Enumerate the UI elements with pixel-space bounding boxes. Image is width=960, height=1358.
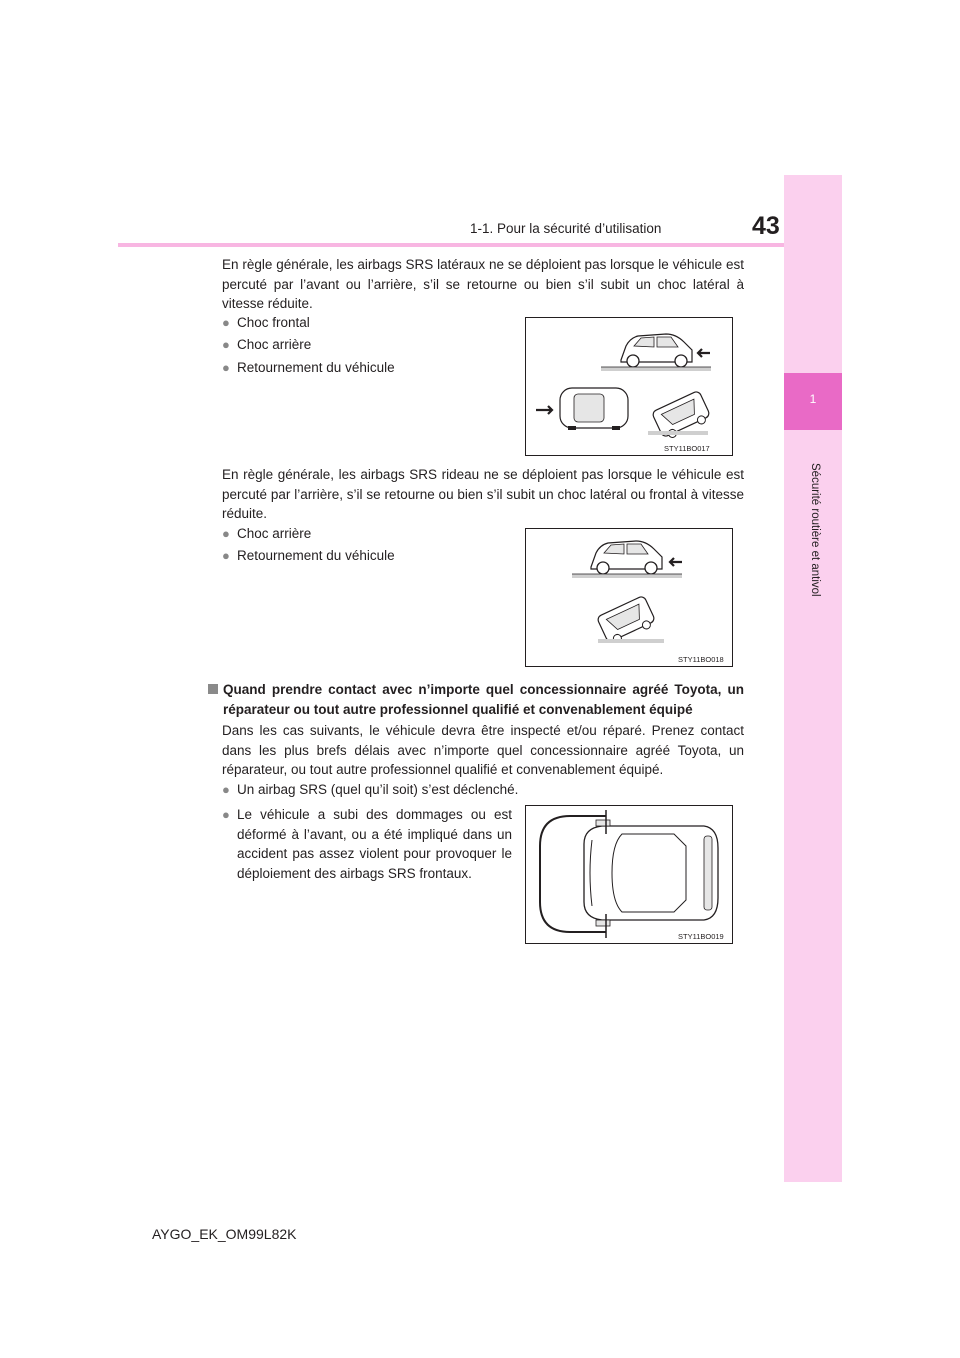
bullet-icon: ● xyxy=(222,360,230,375)
side-airbags-intro: En règle générale, les airbags SRS latéraux ne se déploient pas lorsque le véhicule est percuté par l’avant ou l’arrière, s’il se retourne ou bien s’il subit un choc latéral à vitesse réduite. xyxy=(222,257,744,311)
list-item: ● Choc arrière xyxy=(222,335,502,355)
figure-code: STY11BO017 xyxy=(664,444,710,453)
rollover-car-icon xyxy=(597,595,658,646)
car-top-icon xyxy=(584,820,718,926)
figure-side-airbag-cases xyxy=(525,317,733,456)
arrow-icon xyxy=(670,558,682,566)
chapter-tab[interactable] xyxy=(784,373,842,430)
car-side-icon xyxy=(572,541,682,578)
list-item: ● Retournement du véhicule xyxy=(222,546,502,566)
arrow-icon xyxy=(698,349,710,357)
curtain-airbags-intro: En règle générale, les airbags SRS rideau ne se déploient pas lorsque le véhicule est percuté par l’arrière, s’il se retourne ou bien s’il subit un choc latéral ou frontal à vitesse réduite. xyxy=(222,467,744,521)
list-item: ● Choc arrière xyxy=(222,524,502,544)
list-item: ● Choc frontal xyxy=(222,313,502,333)
document-code: AYGO_EK_OM99L82K xyxy=(152,1226,297,1242)
figure-front-damage xyxy=(525,805,733,944)
bullet-icon: ● xyxy=(222,807,230,822)
header-rule xyxy=(118,243,842,247)
car-side-icon xyxy=(601,334,711,371)
list-item: ● Un airbag SRS (quel qu’il soit) s’est déclenché. xyxy=(222,780,744,800)
bullet-icon: ● xyxy=(222,315,230,330)
list-item: ● Retournement du véhicule xyxy=(222,358,502,378)
chapter-label: Sécurité routière et antivol xyxy=(809,463,821,597)
page-number: 43 xyxy=(752,212,780,240)
contact-intro: Dans les cas suivants, le véhicule devra être inspecté et/ou réparé. Prenez contact dans les plus brefs délais avec n’importe quel concessionnaire agréé Toyota, un réparateur, ou tout autre professionnel qualifié et convenablement équipé. xyxy=(222,723,744,777)
section-title: 1-1. Pour la sécurité d’utilisation xyxy=(470,221,662,236)
section-heading: Quand prendre contact avec n’importe quel concessionnaire agréé Toyota, un réparateur ou tout autre professionnel qualifié et convenablement équipé xyxy=(208,680,744,719)
bullet-icon: ● xyxy=(222,782,230,797)
arrow-icon xyxy=(536,406,552,414)
chapter-number: 1 xyxy=(809,392,817,406)
side-tab-strip xyxy=(784,175,842,1182)
bullet-icon: ● xyxy=(222,526,230,541)
bullet-icon: ● xyxy=(222,548,230,563)
figure-code: STY11BO019 xyxy=(678,932,724,941)
figure-curtain-airbag-cases xyxy=(525,528,733,667)
car-top-icon xyxy=(560,388,628,430)
figure-code: STY11BO018 xyxy=(678,655,724,664)
heading-square-icon xyxy=(208,680,223,719)
bullet-icon: ● xyxy=(222,337,230,352)
list-item: ● Le véhicule a subi des dommages ou est déformé à l’avant, ou a été impliqué dans un accident pas assez violent pour provoquer le déploiement des airbags SRS frontaux. xyxy=(222,805,512,883)
